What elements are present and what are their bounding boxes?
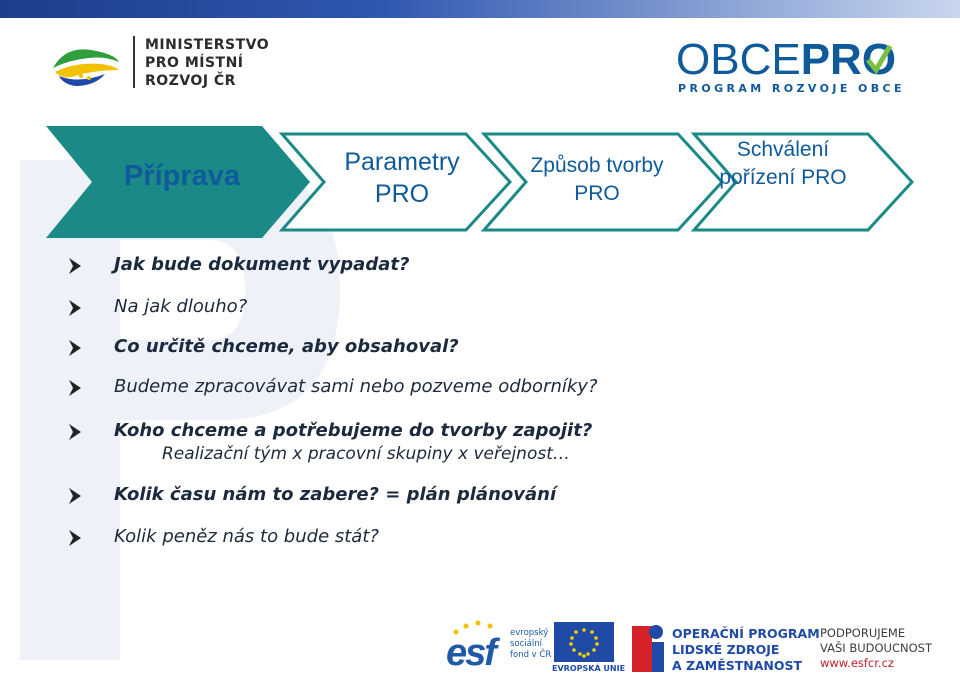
bullet-text: Kolik času nám to zabere? = plán plánování — [114, 484, 557, 505]
esf-logo — [446, 618, 556, 674]
footer-logos — [446, 618, 946, 678]
stage-parameters: Parametry PRO — [344, 148, 460, 208]
arrow-bullet-icon — [68, 378, 82, 398]
bullet-text: Na jak dlouho? — [114, 296, 248, 317]
bullet-text: Co určitě chceme, aby obsahoval? — [114, 336, 459, 357]
esf-caption: evropský sociální fond v ČR — [510, 628, 552, 660]
ministry-logo-divider — [133, 36, 135, 88]
oplz-text: OPERAČNÍ PROGRAM LIDSKÉ ZDROJE A ZAMĚSTNANOST — [672, 626, 820, 673]
process-chevrons — [0, 122, 960, 244]
eu-caption: EVROPSKÁ UNIE — [552, 664, 626, 673]
oplz-figure-icon — [632, 622, 664, 672]
support-slogan-text: PODPORUJEME VAŠI BUDOUCNOST — [820, 626, 932, 655]
stage-preparation: Příprava — [123, 160, 241, 192]
arrow-bullet-icon — [68, 528, 82, 548]
arrow-bullet-icon — [68, 486, 82, 506]
sub-bullet-text: Realizační tým x pracovní skupiny x veřejnost… — [162, 444, 570, 464]
obcepro-logo — [676, 35, 906, 98]
bullet-text: Jak bude dokument vypadat? — [114, 254, 410, 275]
obcepro-word-pro: PRO — [800, 35, 897, 84]
stage-approval: Schválení pořízení PRO — [719, 138, 847, 189]
ministry-logo — [45, 36, 285, 90]
stage-method: Způsob tvorby PRO — [530, 154, 664, 205]
obcepro-subtitle: PROGRAM ROZVOJE OBCE — [678, 82, 905, 95]
ministry-name: MINISTERSTVO PRO MÍSTNÍ ROZVOJ ČR — [145, 37, 270, 89]
ministry-emblem-icon — [45, 40, 125, 88]
arrow-bullet-icon — [68, 256, 82, 276]
obcepro-word-obce: OBCE — [676, 35, 801, 84]
esf-url[interactable]: www.esfcr.cz — [820, 656, 894, 670]
bullet-text: Koho chceme a potřebujeme do tvorby zapojit? — [114, 420, 593, 441]
obcepro-check-icon — [866, 42, 892, 78]
top-gradient-bar — [0, 0, 960, 18]
bullet-text: Budeme zpracovávat sami nebo pozveme odborníky? — [114, 376, 598, 397]
obcepro-wordmark — [676, 35, 897, 84]
bullet-text: Kolik peněz nás to bude stát? — [114, 526, 379, 547]
arrow-bullet-icon — [68, 422, 82, 442]
eu-flag-icon — [554, 622, 614, 662]
arrow-bullet-icon — [68, 338, 82, 358]
arrow-bullet-icon — [68, 298, 82, 318]
support-slogan — [820, 626, 932, 671]
esf-letters: esf — [446, 632, 495, 674]
